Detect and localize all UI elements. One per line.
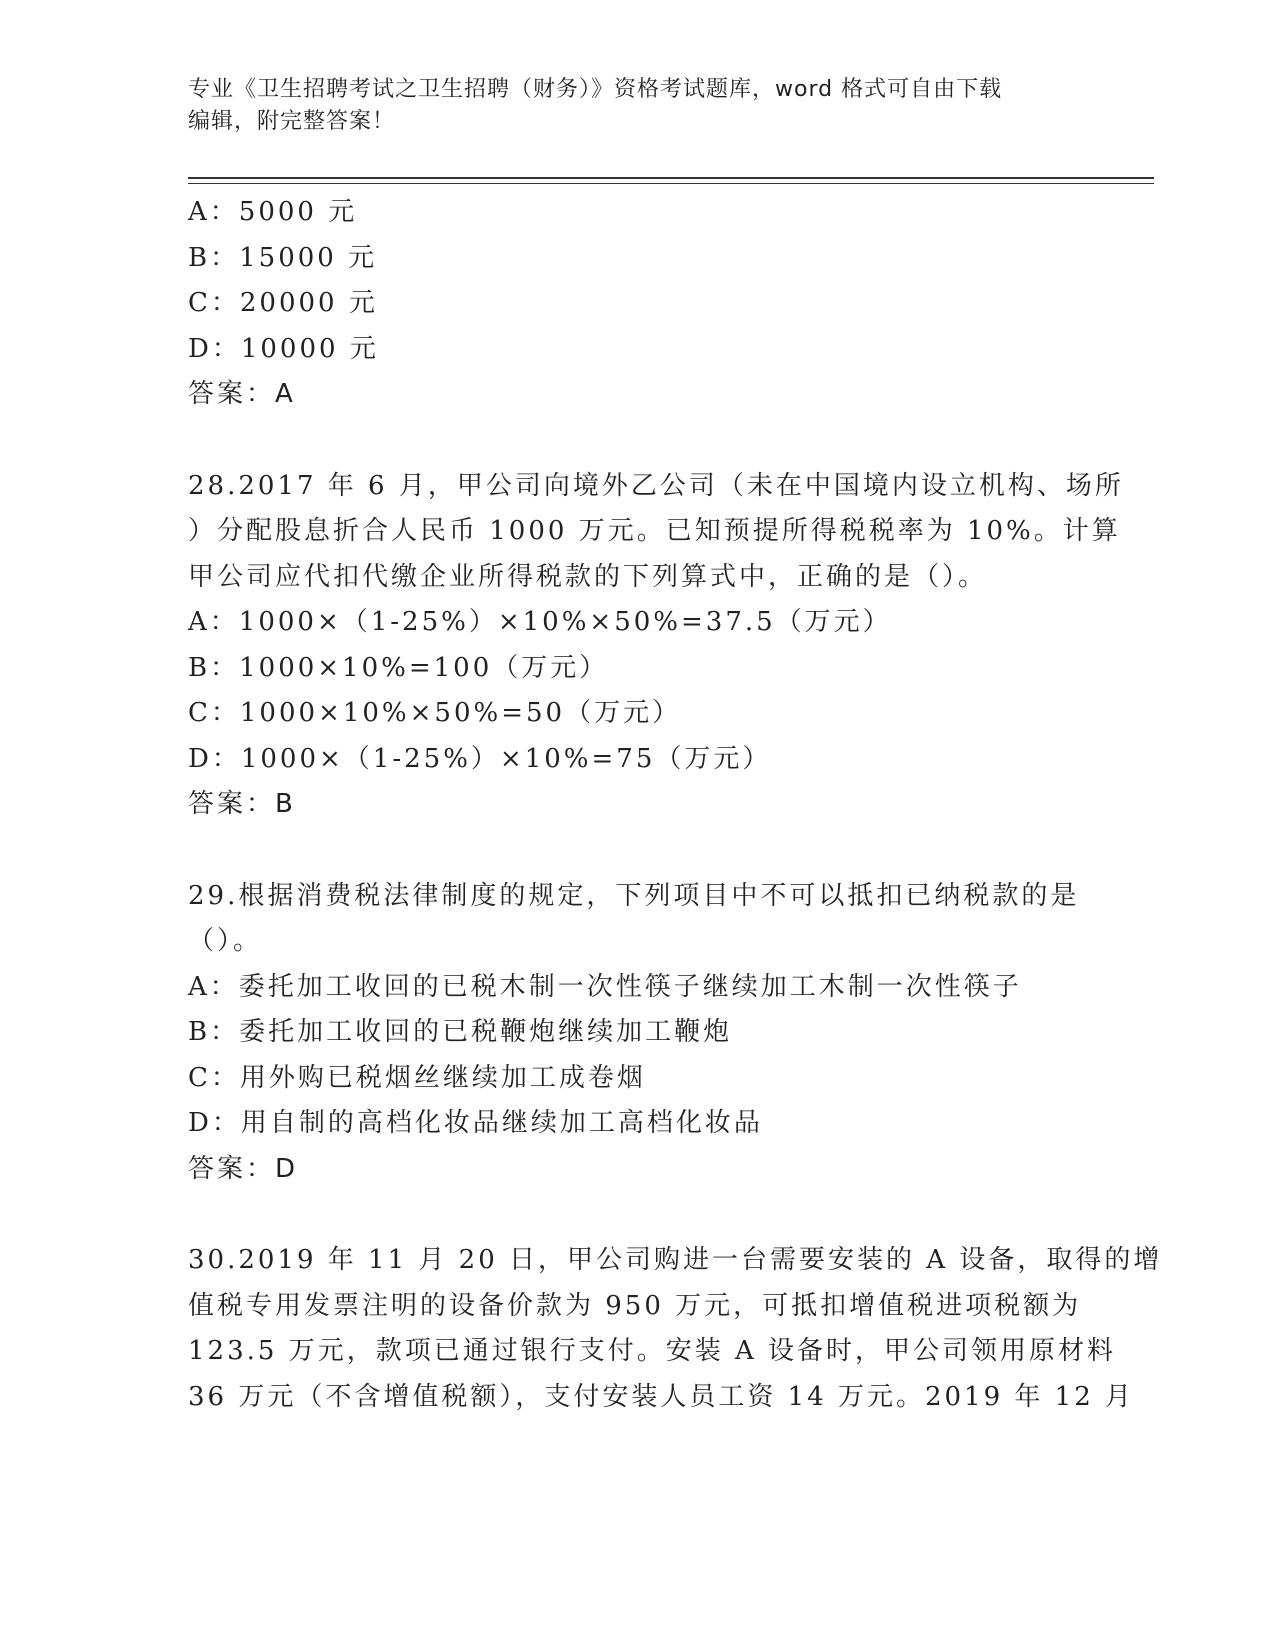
- option-c: C：20000 元: [188, 288, 378, 318]
- header-line-2: 编辑，附完整答案！: [188, 109, 396, 134]
- question-text-line: （）。: [188, 926, 263, 956]
- question-text-line: 36 万元（不含增值税额），支付安装人员工资 14 万元。2019 年 12 月: [188, 1381, 1135, 1412]
- spacer: [188, 828, 1088, 874]
- option-b: B：委托加工收回的已税鞭炮继续加工鞭炮: [188, 1017, 733, 1047]
- option-b: B：1000×10%=100（万元）: [188, 652, 609, 683]
- option-c: C：用外购已税烟丝继续加工成卷烟: [188, 1062, 646, 1093]
- spacer: [188, 418, 1088, 464]
- question-text-line: 123.5 万元，款项已通过银行支付。安装 A 设备时，甲公司领用原材料: [188, 1336, 1117, 1366]
- option-a: A：1000×（1-25%）×10%×50%=37.5（万元）: [188, 607, 892, 637]
- question-text-line: 甲公司应代扣代缴企业所得税款的下列算式中，正确的是（）。: [188, 561, 988, 592]
- question-text-line: ）分配股息折合人民币 1000 万元。已知预提所得税税率为 10%。计算: [188, 516, 1121, 546]
- spacer: [188, 1192, 1088, 1238]
- option-d: D：1000×（1-25%）×10%=75（万元）: [188, 743, 772, 774]
- option-a: A：委托加工收回的已税木制一次性筷子继续加工木制一次性筷子: [188, 971, 1022, 1002]
- question-text-line: 值税专用发票注明的设备价款为 950 万元，可抵扣增值税进项税额为: [188, 1290, 1082, 1321]
- option-a: A：5000 元: [188, 197, 358, 227]
- question-27: [188, 190, 1088, 418]
- question-text-line: 29.根据消费税法律制度的规定，下列项目中不可以抵扣已纳税款的是: [188, 880, 1080, 911]
- question-28: [188, 464, 1124, 828]
- header-line-1: 专业《卫生招聘考试之卫生招聘（财务）》资格考试题库，word 格式可自由下载: [188, 77, 1003, 102]
- question-text-line: 28.2017 年 6 月，甲公司向境外乙公司（未在中国境内设立机构、场所: [188, 470, 1124, 501]
- option-c: C：1000×10%×50%=50（万元）: [188, 698, 682, 728]
- question-29: [188, 874, 1088, 1193]
- header-divider-thin: [188, 183, 1154, 184]
- question-30: [188, 1238, 1163, 1420]
- question-text-line: 30.2019 年 11 月 20 日，甲公司购进一台需要安装的 A 设备，取得的增: [188, 1245, 1163, 1275]
- document-header: [188, 74, 1068, 138]
- option-d: D：用自制的高档化妆品继续加工高档化妆品: [188, 1108, 763, 1138]
- answer: 答案：B: [188, 789, 296, 819]
- answer: 答案：A: [188, 379, 296, 409]
- option-d: D：10000 元: [188, 333, 379, 364]
- question-content: [188, 190, 1163, 1420]
- option-b: B：15000 元: [188, 242, 378, 273]
- answer: 答案：D: [188, 1153, 299, 1184]
- header-divider-thick: [188, 177, 1154, 179]
